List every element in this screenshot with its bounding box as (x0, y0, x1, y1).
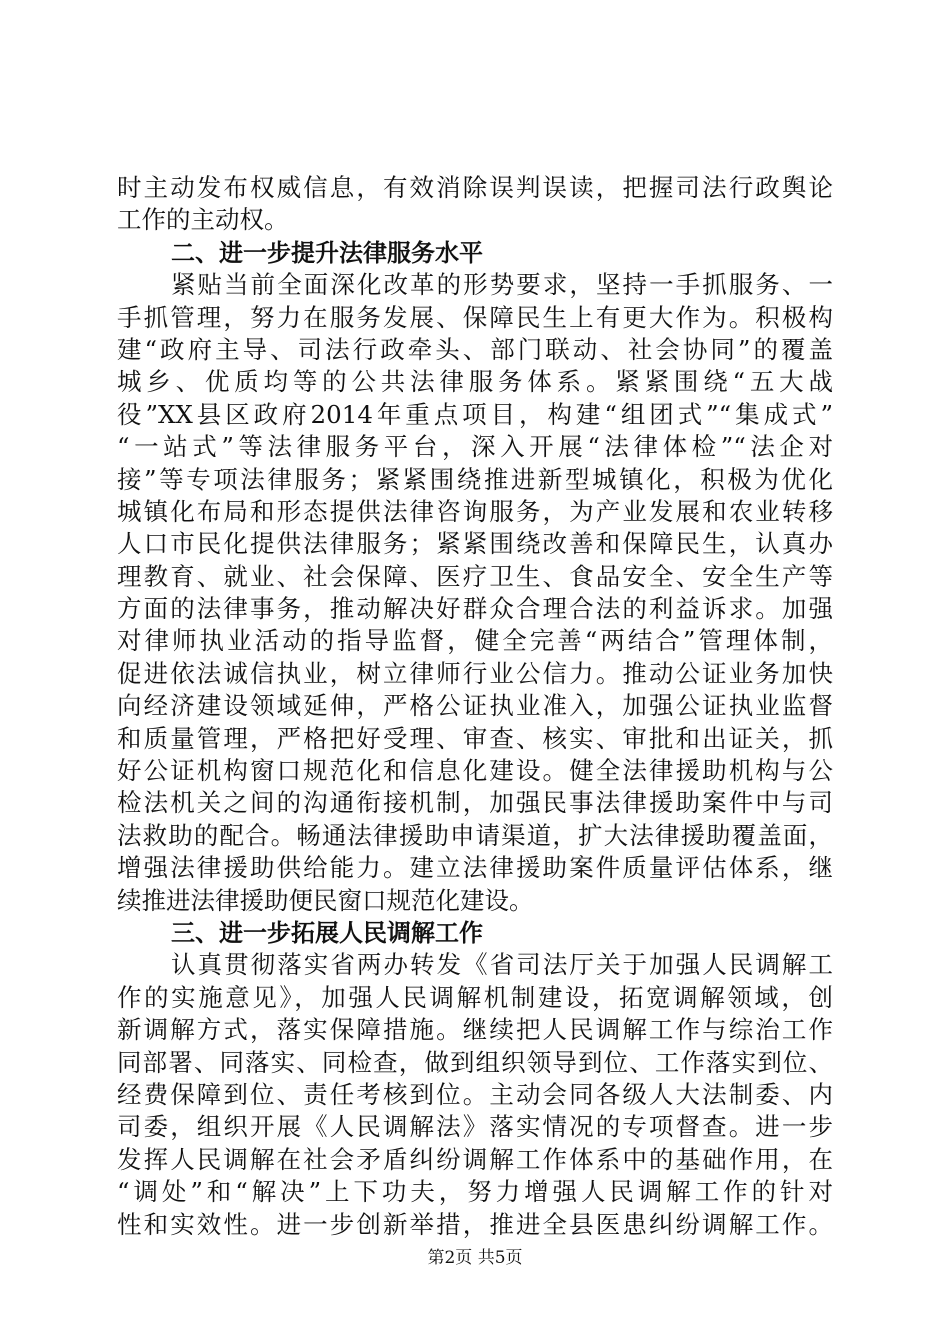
text-line: 对律师执业活动的指导监督，健全完善“两结合”管理体制， (117, 626, 833, 656)
section-heading: 三、进一步拓展人民调解工作 (171, 918, 483, 947)
text-line: “一站式”等法律服务平台，深入开展“法律体检”“法企对 (117, 432, 833, 462)
text-line: 作的实施意见》，加强人民调解机制建设，拓宽调解领域，创 (117, 982, 833, 1012)
page-number: 第2页 共5页 (427, 1248, 523, 1268)
text-line: “调处”和“解决”上下功夫，努力增强人民调解工作的针对 (117, 1177, 833, 1207)
text-line: 工作的主动权。 (117, 205, 289, 235)
text-line: 增强法律援助供给能力。建立法律援助案件质量评估体系，继 (117, 853, 833, 883)
text-line: 司委，组织开展《人民调解法》落实情况的专项督查。进一步 (117, 1112, 833, 1142)
text-line: 认真贯彻落实省两办转发《省司法厅关于加强人民调解工 (171, 950, 833, 980)
text-line: 城镇化布局和形态提供法律咨询服务，为产业发展和农业转移 (117, 496, 833, 526)
text-line: 续推进法律援助便民窗口规范化建设。 (117, 885, 534, 915)
text-line: 性和实效性。进一步创新举措，推进全县医患纠纷调解工作。 (117, 1209, 833, 1239)
text-line: 人口市民化提供法律服务；紧紧围绕改善和保障民生，认真办 (117, 529, 833, 559)
text-line: 发挥人民调解在社会矛盾纠纷调解工作体系中的基础作用，在 (117, 1144, 833, 1174)
section-heading: 二、进一步提升法律服务水平 (171, 238, 483, 267)
text-line: 城乡、优质均等的公共法律服务体系。紧紧围绕“五大战 (117, 367, 833, 397)
text-line: 理教育、就业、社会保障、医疗卫生、食品安全、安全生产等 (117, 561, 833, 591)
text-line: 接”等专项法律服务；紧紧围绕推进新型城镇化，积极为优化 (117, 464, 833, 494)
text-line: 好公证机构窗口规范化和信息化建设。健全法律援助机构与公 (117, 756, 833, 786)
text-line: 役”XX县区政府2014年重点项目，构建“组团式”“集成式” (117, 399, 833, 429)
document-body (117, 172, 833, 1241)
text-line: 促进依法诚信执业，树立律师行业公信力。推动公证业务加快 (117, 658, 833, 688)
text-line: 建“政府主导、司法行政牵头、部门联动、社会协同”的覆盖 (117, 334, 833, 364)
text-line: 方面的法律事务，推动解决好群众合理合法的利益诉求。加强 (117, 594, 833, 624)
text-line: 法救助的配合。畅通法律援助申请渠道，扩大法律援助覆盖面， (117, 820, 833, 850)
page-footer (0, 1247, 950, 1269)
text-line: 紧贴当前全面深化改革的形势要求，坚持一手抓服务、一 (171, 270, 833, 300)
text-line: 同部署、同落实、同检查，做到组织领导到位、工作落实到位、 (117, 1047, 833, 1077)
text-line: 手抓管理，努力在服务发展、保障民生上有更大作为。积极构 (117, 302, 833, 332)
text-line: 和质量管理，严格把好受理、审查、核实、审批和出证关，抓 (117, 723, 833, 753)
text-line: 时主动发布权威信息，有效消除误判误读，把握司法行政舆论 (117, 173, 833, 202)
text-line: 新调解方式，落实保障措施。继续把人民调解工作与综治工作 (117, 1015, 833, 1045)
text-line: 检法机关之间的沟通衔接机制，加强民事法律援助案件中与司 (117, 788, 833, 818)
text-line: 向经济建设领域延伸，严格公证执业准入，加强公证执业监督 (117, 691, 833, 721)
text-line: 经费保障到位、责任考核到位。主动会同各级人大法制委、内 (117, 1079, 833, 1109)
